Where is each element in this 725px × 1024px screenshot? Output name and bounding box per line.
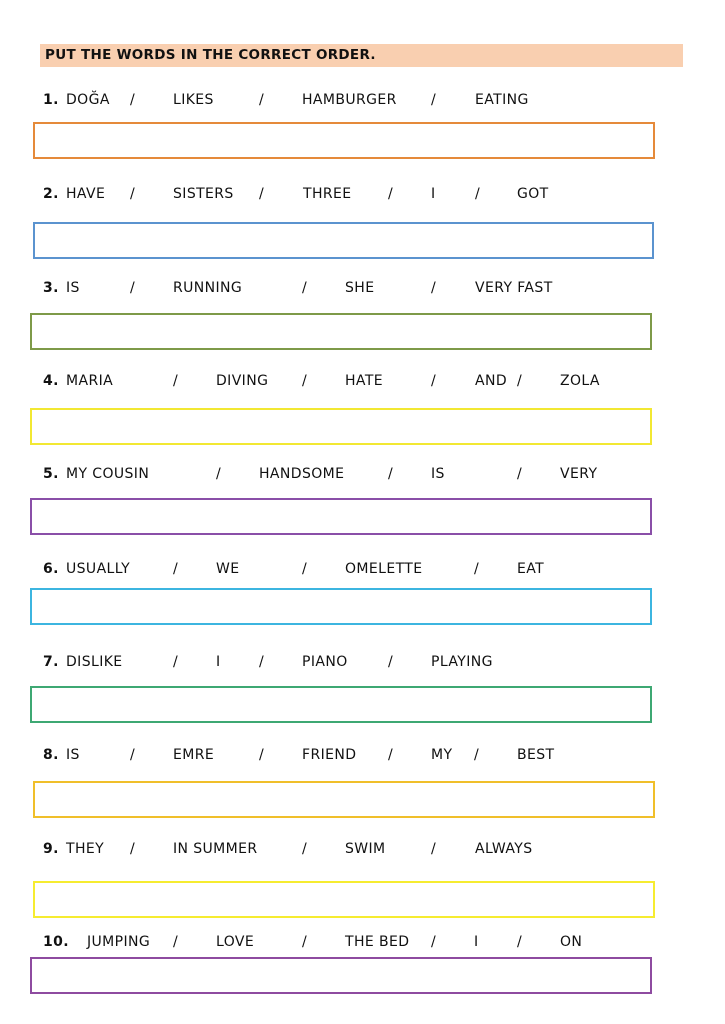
word-chip: VERY FAST	[475, 280, 553, 296]
word-separator: /	[259, 92, 265, 108]
word-separator: /	[431, 934, 437, 950]
question-line	[0, 841, 725, 861]
answer-box[interactable]	[33, 122, 655, 159]
word-chip: MARIA	[66, 373, 114, 389]
word-chip: IS	[431, 466, 445, 482]
question-line	[0, 747, 725, 767]
word-separator: /	[431, 841, 437, 857]
answer-box[interactable]	[30, 498, 652, 535]
word-chip: SHE	[345, 280, 375, 296]
word-chip: THREE	[303, 186, 352, 202]
question-line	[0, 934, 725, 954]
word-chip: ALWAYS	[475, 841, 533, 857]
word-chip: RUNNING	[173, 280, 243, 296]
word-separator: /	[302, 280, 308, 296]
answer-box[interactable]	[30, 313, 652, 350]
word-chip: OMELETTE	[345, 561, 423, 577]
word-chip: BEST	[517, 747, 555, 763]
word-separator: /	[431, 373, 437, 389]
word-separator: /	[474, 561, 480, 577]
word-chip: LIKES	[173, 92, 214, 108]
question-number: 9.	[43, 841, 59, 857]
word-chip: DIVING	[216, 373, 269, 389]
instruction-title: PUT THE WORDS IN THE CORRECT ORDER.	[45, 47, 376, 63]
word-separator: /	[474, 747, 480, 763]
word-separator: /	[173, 654, 179, 670]
word-separator: /	[130, 186, 136, 202]
word-chip: HAVE	[66, 186, 106, 202]
word-separator: /	[388, 186, 394, 202]
word-chip: WE	[216, 561, 240, 577]
question-number: 7.	[43, 654, 59, 670]
word-chip: GOT	[517, 186, 549, 202]
question-line	[0, 92, 725, 112]
word-chip: IS	[66, 280, 80, 296]
answer-box[interactable]	[30, 408, 652, 445]
word-chip: FRIEND	[302, 747, 357, 763]
question-line	[0, 466, 725, 486]
word-chip: EMRE	[173, 747, 215, 763]
word-separator: /	[216, 466, 222, 482]
question-number: 5.	[43, 466, 59, 482]
word-chip: SISTERS	[173, 186, 234, 202]
word-chip: PIANO	[302, 654, 348, 670]
word-chip: IS	[66, 747, 80, 763]
word-chip: VERY	[560, 466, 598, 482]
question-line	[0, 654, 725, 674]
word-separator: /	[388, 466, 394, 482]
question-line	[0, 186, 725, 206]
word-chip: USUALLY	[66, 561, 131, 577]
word-separator: /	[302, 841, 308, 857]
answer-box[interactable]	[33, 881, 655, 918]
word-chip: I	[216, 654, 221, 670]
question-number: 6.	[43, 561, 59, 577]
word-separator: /	[431, 92, 437, 108]
word-chip: EAT	[517, 561, 545, 577]
word-separator: /	[173, 373, 179, 389]
instruction-banner	[40, 44, 683, 67]
word-chip: EATING	[475, 92, 529, 108]
word-separator: /	[259, 747, 265, 763]
word-chip: THE BED	[345, 934, 410, 950]
word-chip: JUMPING	[87, 934, 151, 950]
word-chip: HATE	[345, 373, 384, 389]
word-separator: /	[388, 747, 394, 763]
question-number: 4.	[43, 373, 59, 389]
question-line	[0, 280, 725, 300]
question-number: 8.	[43, 747, 59, 763]
word-chip: SWIM	[345, 841, 386, 857]
word-chip: AND	[475, 373, 508, 389]
word-separator: /	[259, 654, 265, 670]
question-number: 3.	[43, 280, 59, 296]
word-separator: /	[173, 561, 179, 577]
word-separator: /	[517, 934, 523, 950]
word-separator: /	[130, 280, 136, 296]
answer-box[interactable]	[30, 686, 652, 723]
word-chip: HANDSOME	[259, 466, 345, 482]
answer-box[interactable]	[30, 957, 652, 994]
answer-box[interactable]	[33, 222, 654, 259]
word-separator: /	[302, 561, 308, 577]
word-separator: /	[130, 747, 136, 763]
word-chip: DOĞA	[66, 92, 110, 108]
question-line	[0, 373, 725, 393]
word-separator: /	[388, 654, 394, 670]
word-separator: /	[302, 373, 308, 389]
word-chip: MY COUSIN	[66, 466, 150, 482]
word-separator: /	[259, 186, 265, 202]
word-separator: /	[517, 373, 523, 389]
word-chip: IN SUMMER	[173, 841, 258, 857]
word-separator: /	[130, 841, 136, 857]
question-number: 1.	[43, 92, 59, 108]
question-line	[0, 561, 725, 581]
word-separator: /	[302, 934, 308, 950]
word-chip: MY	[431, 747, 453, 763]
word-chip: ZOLA	[560, 373, 600, 389]
word-chip: I	[431, 186, 436, 202]
word-chip: LOVE	[216, 934, 255, 950]
word-chip: ON	[560, 934, 583, 950]
question-number: 10.	[43, 934, 70, 950]
word-chip: I	[474, 934, 479, 950]
word-separator: /	[431, 280, 437, 296]
word-separator: /	[517, 466, 523, 482]
answer-box[interactable]	[30, 588, 652, 625]
word-chip: HAMBURGER	[302, 92, 397, 108]
question-number: 2.	[43, 186, 59, 202]
word-chip: THEY	[66, 841, 105, 857]
answer-box[interactable]	[33, 781, 655, 818]
word-separator: /	[475, 186, 481, 202]
word-chip: DISLIKE	[66, 654, 123, 670]
word-separator: /	[130, 92, 136, 108]
word-separator: /	[173, 934, 179, 950]
word-chip: PLAYING	[431, 654, 493, 670]
